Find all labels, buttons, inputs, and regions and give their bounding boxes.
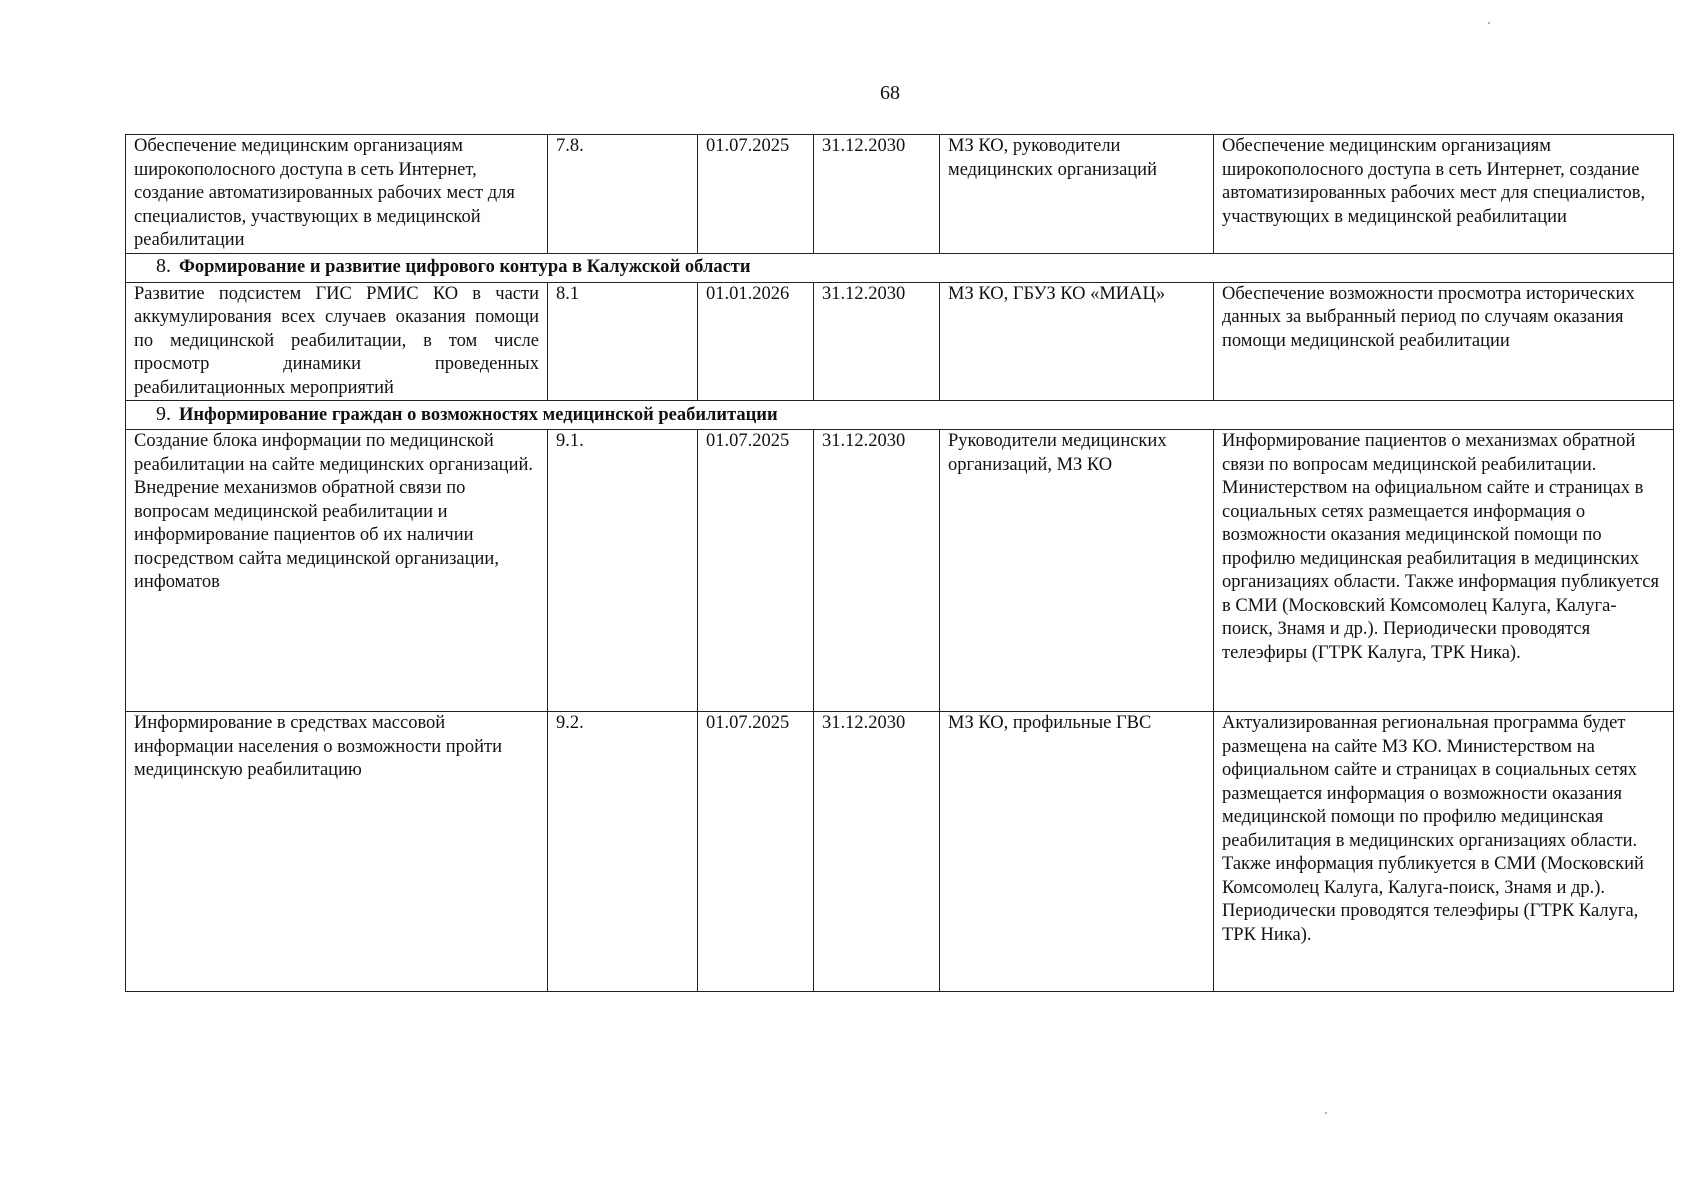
event-cell: Информирование в средствах массовой информации населения о возможности пройти медицинскую реабилитацию xyxy=(126,712,548,992)
start-date-cell: 01.07.2025 xyxy=(698,712,814,992)
scan-speck xyxy=(1325,1112,1327,1114)
page-number: 68 xyxy=(880,82,900,104)
start-date-cell: 01.01.2026 xyxy=(698,282,814,401)
result-cell: Обеспечение медицинским организациям широкополосного доступа в сеть Интернет, создание автоматизированных рабочих мест для специалистов, участвующих в медицинской реабилитации xyxy=(1214,135,1674,254)
table-row xyxy=(126,712,1674,992)
table-row xyxy=(126,282,1674,401)
result-cell: Информирование пациентов о механизмах обратной связи по вопросам медицинской реабилитации. Министерством на официальном сайте и страницах в социальных сетях размещается информация о возможности оказания медицинской помощи по профилю медицинская реабилитация в медицинских организациях области. Также информация публикуется в СМИ (Московский Комсомолец Калуга, Калуга-поиск, Знамя и др.). Периодически проводятся телеэфиры (ГТРК Калуга, ТРК Ника). xyxy=(1214,430,1674,712)
number-cell: 7.8. xyxy=(548,135,698,254)
event-cell: Обеспечение медицинским организациям широкополосного доступа в сеть Интернет, создание автоматизированных рабочих мест для специалистов, участвующих в медицинской реабилитации xyxy=(126,135,548,254)
activities-table xyxy=(125,134,1674,992)
responsible-cell: Руководители медицинских организаций, МЗ КО xyxy=(940,430,1214,712)
start-date-cell: 01.07.2025 xyxy=(698,135,814,254)
table-row xyxy=(126,430,1674,712)
end-date-cell: 31.12.2030 xyxy=(814,430,940,712)
event-cell: Развитие подсистем ГИС РМИС КО в части аккумулирования всех случаев оказания помощи по медицинской реабилитации, в том числе просмотр динамики проведенных реабилитационных мероприятий xyxy=(126,282,548,401)
end-date-cell: 31.12.2030 xyxy=(814,282,940,401)
number-cell: 9.2. xyxy=(548,712,698,992)
section-title: Информирование граждан о возможностях медицинской реабилитации xyxy=(179,404,778,425)
section-row xyxy=(126,253,1674,282)
section-row xyxy=(126,401,1674,430)
number-cell: 9.1. xyxy=(548,430,698,712)
end-date-cell: 31.12.2030 xyxy=(814,712,940,992)
result-cell: Обеспечение возможности просмотра исторических данных за выбранный период по случаям оказания помощи медицинской реабилитации xyxy=(1214,282,1674,401)
scan-speck xyxy=(1488,22,1490,24)
section-heading xyxy=(126,401,1674,430)
section-number: 9. xyxy=(156,402,171,425)
section-heading xyxy=(126,253,1674,282)
section-number: 8. xyxy=(156,255,171,278)
start-date-cell: 01.07.2025 xyxy=(698,430,814,712)
result-cell: Актуализированная региональная программа будет размещена на сайте МЗ КО. Министерством на официальном сайте и страницах в социальных сетях размещается информация о возможности оказания медицинской помощи по профилю медицинская реабилитация в медицинских организациях области. Также информация публикуется в СМИ (Московский Комсомолец Калуга, Калуга-поиск, Знамя и др.). Периодически проводятся телеэфиры (ГТРК Калуга, ТРК Ника). xyxy=(1214,712,1674,992)
responsible-cell: МЗ КО, руководители медицинских организаций xyxy=(940,135,1214,254)
responsible-cell: МЗ КО, ГБУЗ КО «МИАЦ» xyxy=(940,282,1214,401)
event-cell: Создание блока информации по медицинской реабилитации на сайте медицинских организаций. Внедрение механизмов обратной связи по вопросам медицинской реабилитации и информирование пациентов об их наличии посредством сайта медицинской организации, инфоматов xyxy=(126,430,548,712)
table-row xyxy=(126,135,1674,254)
end-date-cell: 31.12.2030 xyxy=(814,135,940,254)
responsible-cell: МЗ КО, профильные ГВС xyxy=(940,712,1214,992)
number-cell: 8.1 xyxy=(548,282,698,401)
section-title: Формирование и развитие цифрового контура в Калужской области xyxy=(179,257,751,278)
